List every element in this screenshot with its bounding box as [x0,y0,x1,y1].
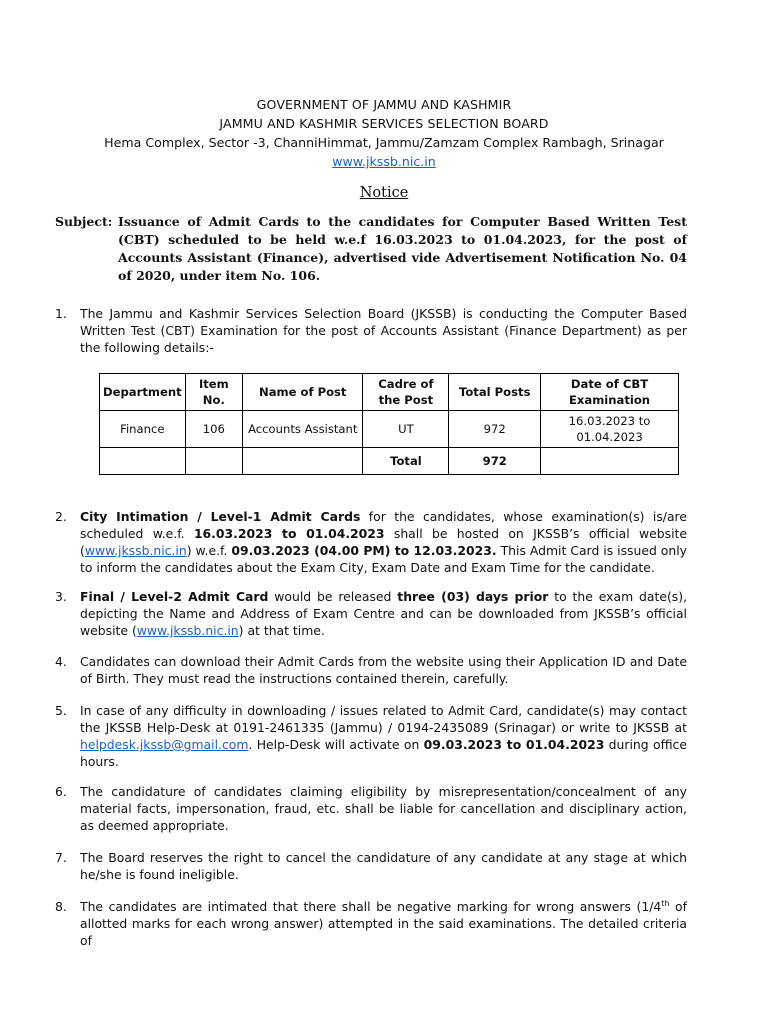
table-header-row [100,374,679,411]
text-run: In case of any difficulty in downloading / issues related to Admit Card, candidate(s) may contact the JKSSB Help-Desk at 0191-2461335 (Jammu) / 0194-2435089 (Srinagar) or write to JKSSB at [80,703,687,735]
total-label: Total [363,448,449,475]
table-header: Item No. [185,374,242,411]
paragraph-7 [55,849,687,883]
table-header: Date of CBT Examination [541,374,679,411]
helpdesk-email-link[interactable]: helpdesk.jkssb@gmail.com [80,737,249,752]
text-run: ) at that time. [238,623,325,638]
board-title: JAMMU AND KASHMIR SERVICES SELECTION BOARD [219,116,549,131]
table-header: Total Posts [449,374,541,411]
board-address: Hema Complex, Sector -3, ChanniHimmat, Jammu/Zamzam Complex Rambagh, Srinagar [104,135,664,150]
total-value: 972 [449,448,541,475]
table-total-row [100,448,679,475]
paragraph-text: The candidature of candidates claiming eligibility by misrepresentation/concealment of any material facts, impersonation, fraud, etc. shall be liable for cancellation and disciplinary action, as deemed appropriate. [80,784,687,833]
paragraph-text: The Jammu and Kashmir Services Selection Board (JKSSB) is conducting the Computer Based Written Test (CBT) Examination for the post of Accounts Assistant (Finance Department) as per the following details:- [80,306,687,355]
bold-text: City Intimation / Level-1 Admit Cards [80,509,361,524]
paragraph-2 [55,508,687,576]
table-cell-empty [243,448,363,475]
table-cell-empty [100,448,186,475]
paragraph-text: Candidates can download their Admit Cards from the website using their Application ID and Date of Birth. They must read the instructions contained therein, carefully. [80,654,687,686]
text-run: shall be hosted on JKSSB’s official website ( [80,526,687,558]
subject-block [55,213,687,285]
govt-title: GOVERNMENT OF JAMMU AND KASHMIR [256,97,512,112]
text-run: . Help-Desk will activate on [248,737,424,752]
notice-title: Notice [359,185,409,201]
exam-details-table [99,373,679,475]
paragraph-number: 3. [55,589,67,604]
letterhead [0,95,768,171]
paragraph-3 [55,588,687,639]
table-cell: 106 [185,411,242,448]
subject-label: Subject: [55,214,113,229]
subject-text: Issuance of Admit Cards to the candidates for Computer Based Written Test (CBT) scheduled to be held w.e.f 16.03.2023 to 01.04.2023, for the post of Accounts Assistant (Finance), advertised vide Advertisement Notification No. 04 of 2020, under item No. 106. [118,214,687,283]
paragraph-number: 4. [55,654,67,669]
text-run: of allotted marks for each wrong answer) attempted in the said examinations. The detailed criteria of [80,899,687,948]
text-run: to the exam date(s), depicting the Name and Address of Exam Centre and can be downloaded from JKSSB’s official website ( [80,589,688,638]
table-cell: Accounts Assistant [243,411,363,448]
paragraph-1 [55,305,687,356]
text-run: ) w.e.f. [186,543,232,558]
bold-text: Final / Level-2 Admit Card [80,589,269,604]
paragraph-8 [55,898,687,949]
superscript: th [661,898,670,908]
table-cell-empty [185,448,242,475]
table-header: Department [100,374,186,411]
text-run: The candidates are intimated that there shall be negative marking for wrong answers (1/4 [80,899,662,914]
paragraph-5 [55,702,687,770]
website-link[interactable]: www.jkssb.nic.in [84,543,187,558]
bold-text: three (03) days prior [397,589,549,604]
text-run: would be released [268,589,398,604]
table-cell-empty [541,448,679,475]
table-cell: 16.03.2023 to 01.04.2023 [541,411,679,448]
bold-text: 16.03.2023 to 01.04.2023 [193,526,385,541]
paragraph-4 [55,653,687,687]
table-header: Cadre of the Post [363,374,449,411]
bold-text: 09.03.2023 to 01.04.2023 [423,737,605,752]
paragraph-number: 8. [55,899,67,914]
table-cell: 972 [449,411,541,448]
paragraph-number: 6. [55,784,67,799]
table-row [100,411,679,448]
table-cell: UT [363,411,449,448]
text-run: during office hours. [80,737,687,769]
paragraph-text: The Board reserves the right to cancel the candidature of any candidate at any stage at which he/she is found ineligible. [80,850,687,882]
paragraph-number: 2. [55,509,67,524]
paragraph-number: 1. [55,306,67,321]
paragraph-number: 5. [55,703,67,718]
table-header: Name of Post [243,374,363,411]
text-run: for the candidates, whose examination(s) is/are scheduled w.e.f. [80,509,688,541]
text-run: This Admit Card is issued only to inform the candidates about the Exam City, Exam Date and Exam Time for the candidate. [80,543,687,575]
website-link[interactable]: www.jkssb.nic.in [332,154,436,169]
table-cell: Finance [100,411,186,448]
paragraph-6 [55,783,687,834]
paragraph-number: 7. [55,850,67,865]
bold-text: 09.03.2023 (04.00 PM) to 12.03.2023. [231,543,497,558]
website-link[interactable]: www.jkssb.nic.in [136,623,239,638]
